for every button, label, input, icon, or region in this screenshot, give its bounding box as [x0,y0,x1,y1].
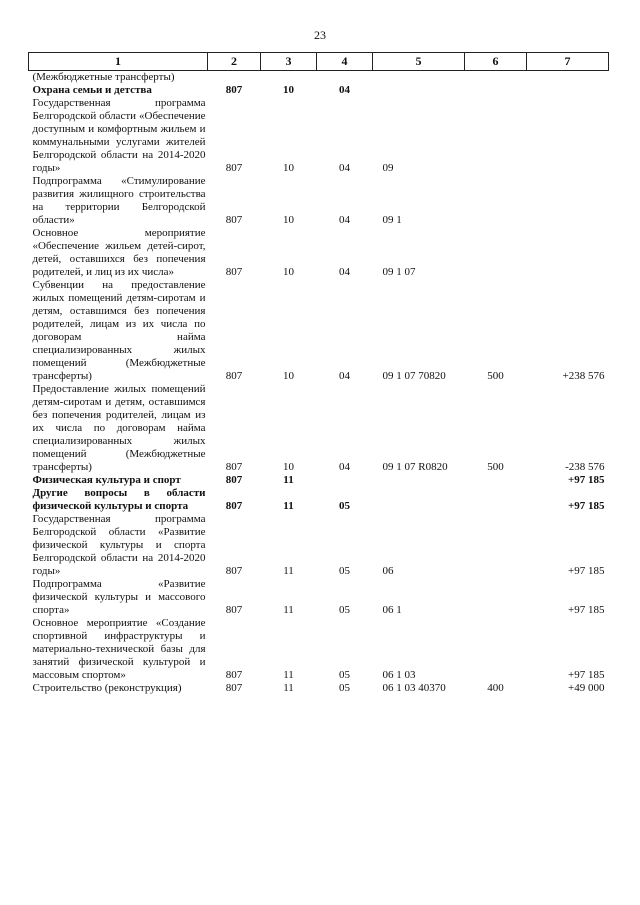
row-section: 11 [283,604,294,616]
row-subsection: 04 [339,214,350,226]
row-subsection [317,71,373,85]
row-name: Государственная программа Белгородской области «Развитие физической культуры и спорта Белгородской области на 2014-2020 годы» [32,513,206,577]
table-body [29,71,609,696]
row-section: 11 [283,474,294,486]
table-row [29,383,609,474]
row-name: Основное мероприятие «Создание спортивной инфраструктуры и материально-технической базы для занятий физической культурой и массовым спортом» [32,617,206,681]
row-section: 10 [283,162,294,174]
row-target-code [373,487,465,513]
row-name: Охрана семьи и детства [32,84,152,96]
table-row [29,487,609,513]
row-name: Основное мероприятие «Обеспечение жильем детей-сирот, детей, оставшихся без попечения родителей, и лиц из их числа» [32,227,206,278]
column-header-2: 2 [208,53,261,71]
row-name: Подпрограмма «Развитие физической культуры и массового спорта» [32,578,206,616]
row-expense-type [465,578,527,617]
row-chapter: 807 [225,461,243,473]
row-target-code [373,474,465,487]
row-expense-type [465,97,527,175]
column-header-7: 7 [527,53,609,71]
row-section: 11 [283,669,294,681]
row-section: 10 [283,461,294,473]
row-expense-type: 400 [487,682,504,694]
row-subsection: 05 [339,500,350,512]
column-header-3: 3 [261,53,317,71]
row-chapter: 807 [225,604,243,616]
row-target-code: 06 1 [382,604,402,616]
row-name: Предоставление жилых помещений детям-сиротам и детям, оставшимся без попечения родителей, лицам из их числа по договорам найма специализированных жилых помещений (Межбюджетные трансферты) [32,383,206,473]
row-amount: +238 576 [562,370,605,382]
table-row [29,84,609,97]
table-row [29,71,609,85]
row-expense-type [465,474,527,487]
row-expense-type [465,175,527,227]
row-section [261,71,317,85]
row-subsection: 04 [339,461,350,473]
row-target-code: 09 [382,162,394,174]
row-amount: +97 185 [568,604,605,616]
row-expense-type: 500 [487,370,504,382]
row-amount [527,84,609,97]
table-row [29,617,609,682]
table-row [29,175,609,227]
page-number: 23 [314,28,326,42]
row-name: Другие вопросы в области физической культуры и спорта [32,487,206,512]
row-chapter: 807 [225,500,243,512]
row-expense-type [465,513,527,578]
row-amount: +97 185 [568,669,605,681]
budget-table [28,52,609,695]
row-expense-type [465,617,527,682]
row-name: Субвенции на предоставление жилых помещений детям-сиротам и детям, оставшимся без попечения родителей, лицам из их числа по договорам найма специализированных жилых помещений (Межбюджетные трансферты) [32,279,206,382]
row-section: 11 [283,500,294,512]
row-name: (Межбюджетные трансферты) [32,71,175,83]
row-subsection: 05 [339,565,350,577]
row-expense-type [465,487,527,513]
row-section: 10 [283,266,294,278]
row-chapter: 807 [225,266,243,278]
table-row [29,513,609,578]
row-section: 11 [283,565,294,577]
row-expense-type: 500 [487,461,504,473]
row-target-code: 09 1 07 R0820 [382,461,448,473]
row-subsection: 05 [339,669,350,681]
table-row [29,578,609,617]
row-target-code [373,71,465,85]
row-subsection: 04 [339,162,350,174]
row-name: Физическая культура и спорт [32,474,181,486]
column-header-5: 5 [373,53,465,71]
row-amount: -238 576 [565,461,605,473]
row-subsection: 04 [339,266,350,278]
row-subsection: 04 [339,84,350,96]
row-target-code: 06 1 03 40370 [382,682,446,694]
row-amount: +49 000 [568,682,605,694]
row-chapter: 807 [225,214,243,226]
row-chapter [208,71,261,85]
row-target-code: 09 1 07 70820 [382,370,446,382]
row-target-code: 09 1 07 [382,266,416,278]
row-name: Государственная программа Белгородской области «Обеспечение доступным и комфортным жильем и коммунальными услугами жителей Белгородской области на 2014-2020 годы» [32,97,206,174]
table-row [29,474,609,487]
table-row [29,227,609,279]
row-section: 10 [283,370,294,382]
column-header-4: 4 [317,53,373,71]
row-amount: +97 185 [567,500,605,512]
column-header-6: 6 [465,53,527,71]
column-header-1: 1 [29,53,208,71]
row-expense-type [465,227,527,279]
row-name: Подпрограмма «Стимулирование развития жилищного строительства на территории Белгородской области» [32,175,206,226]
row-subsection: 05 [339,604,350,616]
row-section: 10 [283,84,294,96]
row-chapter: 807 [225,669,243,681]
row-subsection [317,474,373,487]
row-chapter: 807 [225,474,243,486]
row-chapter: 807 [225,565,243,577]
row-amount [527,175,609,227]
row-amount [527,71,609,85]
table-row [29,97,609,175]
row-chapter: 807 [225,370,243,382]
row-expense-type [465,71,527,85]
row-amount [527,227,609,279]
row-section: 10 [283,214,294,226]
row-amount: +97 185 [567,474,605,486]
row-chapter: 807 [225,84,243,96]
row-target-code: 09 1 [382,214,402,226]
row-target-code [373,84,465,97]
table-header-row [29,53,609,71]
row-section: 11 [283,682,294,694]
table-row [29,682,609,695]
row-expense-type [465,84,527,97]
row-target-code: 06 [382,565,394,577]
row-target-code: 06 1 03 [382,669,416,681]
row-chapter: 807 [225,162,243,174]
row-chapter: 807 [225,682,243,694]
table-row [29,279,609,383]
row-subsection: 05 [339,682,350,694]
row-amount [527,97,609,175]
row-subsection: 04 [339,370,350,382]
row-name: Строительство (реконструкция) [32,682,182,694]
row-amount: +97 185 [568,565,605,577]
